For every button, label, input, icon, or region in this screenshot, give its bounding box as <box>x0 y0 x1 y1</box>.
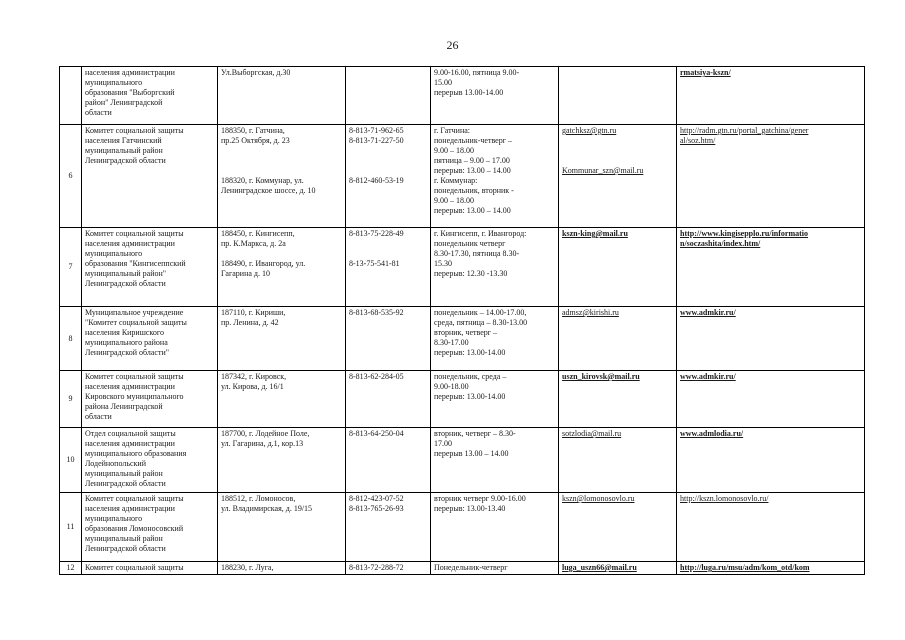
phone-line: 8-813-71-962-65 <box>349 126 404 135</box>
row-number-cell <box>60 562 82 575</box>
website-cell <box>677 428 865 493</box>
name-line: Муниципальное учреждение <box>85 308 184 317</box>
hours-line: перерыв: 13.00-13.40 <box>434 504 506 513</box>
email-line <box>562 146 673 156</box>
row-number-cell <box>60 371 82 428</box>
organization-name-cell <box>82 228 218 307</box>
address-line: Гагарина д. 10 <box>221 269 270 278</box>
website-link[interactable]: n/soczashita/index.htm/ <box>680 239 761 248</box>
website-link[interactable]: http://www.kingisepplo.ru/informatio <box>680 229 809 238</box>
organization-name-cell <box>82 493 218 562</box>
address-cell <box>218 371 346 428</box>
page-number: 26 <box>446 38 459 52</box>
phone-line <box>349 146 427 156</box>
website-link[interactable]: al/soz.htm/ <box>680 136 716 145</box>
email-cell <box>559 67 677 125</box>
name-line: образования "Кингисеппский <box>85 259 186 268</box>
hours-line: 15.00 <box>434 78 452 87</box>
phone-line: 8-813-75-228-49 <box>349 229 404 238</box>
email-cell <box>559 562 677 575</box>
name-line: населения администрации <box>85 239 175 248</box>
row-number: 7 <box>68 262 73 271</box>
name-line: Ленинградской области" <box>85 348 169 357</box>
name-line: Комитет социальной защиты <box>85 229 184 238</box>
name-line: муниципальный район <box>85 469 163 478</box>
email-cell <box>559 125 677 228</box>
website-link[interactable]: www.admkir.ru/ <box>680 372 736 381</box>
website-link[interactable]: http://radm.gtn.ru/portal_gatchina/gener <box>680 126 809 135</box>
hours-line: перерыв 13.00-14.00 <box>434 88 504 97</box>
table-row <box>60 562 865 575</box>
table-body <box>60 67 865 575</box>
working-hours-cell <box>431 67 559 125</box>
hours-line: 8.30-17.30, пятница 8.30- <box>434 249 520 258</box>
phone-cell <box>346 67 431 125</box>
address-line <box>221 166 342 176</box>
phone-line <box>349 249 427 259</box>
phone-line: 8-813-68-535-92 <box>349 308 404 317</box>
name-line: населения администрации <box>85 504 175 513</box>
address-line: 187342, г. Кировск, <box>221 372 287 381</box>
row-number: 11 <box>66 522 75 531</box>
email-link[interactable]: Kommunar_szn@mail.ru <box>562 166 644 175</box>
address-line: пр. К.Маркса, д. 2а <box>221 239 286 248</box>
hours-line: перерыв: 13.00-14.00 <box>434 392 506 401</box>
working-hours-cell <box>431 428 559 493</box>
website-link[interactable]: www.admlodia.ru/ <box>680 429 744 438</box>
organization-name-cell <box>82 307 218 371</box>
website-cell <box>677 371 865 428</box>
name-line: населения Гатчинский <box>85 136 162 145</box>
row-number: 8 <box>68 333 73 343</box>
email-cell <box>559 228 677 307</box>
address-line: 188450, г. Кингисепп, <box>221 229 295 238</box>
hours-line: 9.00-16.00, пятница 9.00- <box>434 68 520 77</box>
name-line: населения администрации <box>85 68 175 77</box>
working-hours-cell <box>431 493 559 562</box>
hours-line: пятница – 9.00 – 17.00 <box>434 156 510 165</box>
website-cell <box>677 67 865 125</box>
name-line: населения администрации <box>85 439 175 448</box>
address-line: 188230, г. Луга, <box>221 563 274 572</box>
row-number-cell <box>60 125 82 228</box>
website-cell <box>677 562 865 575</box>
table-row <box>60 67 865 125</box>
email-cell <box>559 371 677 428</box>
table-row <box>60 428 865 493</box>
address-line: пр.25 Октября, д. 23 <box>221 136 290 145</box>
name-line: населения администрации <box>85 382 175 391</box>
hours-line: 9.00-18.00 <box>434 382 469 391</box>
row-number-cell <box>60 228 82 307</box>
name-line: Кировского муниципального <box>85 392 184 401</box>
address-cell <box>218 228 346 307</box>
hours-line: 17.00 <box>434 439 452 448</box>
phone-cell <box>346 228 431 307</box>
website-link[interactable]: rmatsiya-kszn/ <box>680 68 731 77</box>
table-row <box>60 228 865 307</box>
phone-line: 8-813-72-288-72 <box>349 563 404 572</box>
address-line <box>221 156 342 166</box>
working-hours-cell <box>431 125 559 228</box>
hours-line: вторник, четверг – 8.30- <box>434 429 516 438</box>
phone-cell <box>346 371 431 428</box>
name-line: Отдел социальной защиты <box>85 429 176 438</box>
hours-line: понедельник-четверг – <box>434 136 513 145</box>
phone-cell <box>346 125 431 228</box>
row-number: 9 <box>68 394 73 403</box>
name-line: образования Ломоносовский <box>85 524 184 533</box>
address-cell <box>218 67 346 125</box>
address-line: ул. Владимирская, д. 19/15 <box>221 504 313 513</box>
address-line: ул. Кирова, д. 16/1 <box>221 382 284 391</box>
email-link[interactable]: admsz@kirishi.ru <box>562 308 619 317</box>
address-line: 187110, г. Кириши, <box>221 308 286 317</box>
name-line: Ленинградской области <box>85 156 166 165</box>
website-cell <box>677 125 865 228</box>
organization-name-cell <box>82 562 218 575</box>
hours-line: 15.30 <box>434 259 452 268</box>
name-line: муниципальный район <box>85 146 163 155</box>
hours-line: перерыв: 12.30 -13.30 <box>434 269 508 278</box>
name-line: населения Киришского <box>85 328 164 337</box>
phone-line: 8-812-423-07-52 <box>349 494 404 503</box>
name-line: муниципального <box>85 78 143 87</box>
organization-name-cell <box>82 125 218 228</box>
hours-line: понедельник – 14.00-17.00, <box>434 308 527 317</box>
name-line: Комитет социальной защиты <box>85 126 184 135</box>
phone-line: 8-813-62-284-05 <box>349 372 404 381</box>
address-line: 188320, г. Коммунар, ул. <box>221 176 304 185</box>
row-number: 12 <box>66 563 75 572</box>
hours-line: 9.00 – 18.00 <box>434 196 474 205</box>
address-cell <box>218 125 346 228</box>
social-protection-table <box>59 66 865 575</box>
hours-line: г. Кингисепп, г. Ивангород: <box>434 229 527 238</box>
hours-line: понедельник, вторник - <box>434 186 514 195</box>
hours-line: вторник, четверг – <box>434 328 498 337</box>
working-hours-cell <box>431 562 559 575</box>
address-line <box>221 249 342 259</box>
address-line: 188490, г. Ивангород, ул. <box>221 259 306 268</box>
address-line: 187700, г. Лодейное Поле, <box>221 429 310 438</box>
phone-line <box>349 156 427 166</box>
name-line: Комитет социальной защиты <box>85 563 184 572</box>
email-link[interactable]: uszn_kirovsk@mail.ru <box>562 372 640 381</box>
name-line: муниципальный район" <box>85 269 167 278</box>
row-number-cell <box>60 307 82 371</box>
hours-line: перерыв 13.00 – 14.00 <box>434 449 509 458</box>
website-link[interactable]: http://kszn.lomonosovlo.ru/ <box>680 494 769 503</box>
row-number: 10 <box>66 455 75 464</box>
hours-line: среда, пятница – 8.30-13.00 <box>434 318 528 327</box>
name-line: области <box>85 412 112 421</box>
name-line: муниципальный район <box>85 534 163 543</box>
address-line: 188350, г. Гатчина, <box>221 126 285 135</box>
hours-line: 9.00 – 18.00 <box>434 146 474 155</box>
phone-line: 8-813-71-227-50 <box>349 136 404 145</box>
phone-line: 8-812-460-53-19 <box>349 176 404 185</box>
working-hours-cell <box>431 371 559 428</box>
hours-line: г. Гатчина: <box>434 126 471 135</box>
website-cell <box>677 228 865 307</box>
table-row <box>60 493 865 562</box>
email-cell <box>559 307 677 371</box>
row-number-cell <box>60 67 82 125</box>
working-hours-cell <box>431 228 559 307</box>
organization-name-cell <box>82 67 218 125</box>
phone-line: 8-13-75-541-81 <box>349 259 400 268</box>
row-number-cell <box>60 493 82 562</box>
name-line: Лодейнопольский <box>85 459 146 468</box>
email-cell <box>559 428 677 493</box>
address-line <box>221 146 342 156</box>
hours-line: перерыв: 13.00 – 14.00 <box>434 206 511 215</box>
organization-name-cell <box>82 428 218 493</box>
name-line: муниципального образования <box>85 449 187 458</box>
organization-name-cell <box>82 371 218 428</box>
name-line: муниципального <box>85 249 143 258</box>
name-line: район" Ленинградской <box>85 98 163 107</box>
hours-line: перерыв: 13.00-14.00 <box>434 348 506 357</box>
name-line: Ленинградской области <box>85 279 166 288</box>
name-line: Ленинградской области <box>85 544 166 553</box>
address-cell <box>218 307 346 371</box>
table-row <box>60 307 865 371</box>
name-line: района Ленинградской <box>85 402 163 411</box>
row-number-cell <box>60 428 82 493</box>
hours-line: 8.30-17.00 <box>434 338 469 347</box>
phone-line <box>349 166 427 176</box>
phone-cell <box>346 562 431 575</box>
website-link[interactable]: http://luga.ru/msu/adm/kom_otd/kom <box>680 563 810 572</box>
email-line <box>562 136 673 146</box>
address-line: Ул.Выборгская, д.30 <box>221 68 291 77</box>
name-line: муниципального <box>85 514 143 523</box>
hours-line: Понедельник-четверг <box>434 563 508 572</box>
email-line <box>562 156 673 166</box>
phone-line <box>349 239 427 249</box>
row-number: 6 <box>68 171 73 180</box>
phone-cell <box>346 307 431 371</box>
email-link[interactable]: luga_uszn66@mail.ru <box>562 563 637 572</box>
table-row <box>60 125 865 228</box>
address-line: 188512, г. Ломоносов, <box>221 494 296 503</box>
hours-line: перерыв: 13.00 – 14.00 <box>434 166 511 175</box>
email-cell <box>559 493 677 562</box>
hours-line: понедельник, среда – <box>434 372 507 381</box>
website-link[interactable]: www.admkir.ru/ <box>680 308 736 317</box>
name-line: муниципального района <box>85 338 168 347</box>
name-line: Ленинградской области <box>85 479 166 488</box>
phone-line: 8-813-64-250-04 <box>349 429 404 438</box>
address-cell <box>218 562 346 575</box>
email-link[interactable]: kszn-king@mail.ru <box>562 229 628 238</box>
phone-line: 8-813-765-26-93 <box>349 504 404 513</box>
address-line: Ленинградское шоссе, д. 10 <box>221 186 316 195</box>
table-row <box>60 371 865 428</box>
name-line: Комитет социальной защиты <box>85 494 184 503</box>
phone-cell <box>346 428 431 493</box>
email-link[interactable]: kszn@lomonosovlo.ru <box>562 494 635 503</box>
website-cell <box>677 307 865 371</box>
address-cell <box>218 493 346 562</box>
name-line: образования "Выборгский <box>85 88 175 97</box>
name-line: области <box>85 108 112 117</box>
email-link[interactable]: gatchksz@gtn.ru <box>562 126 617 135</box>
hours-line: г. Коммунар: <box>434 176 478 185</box>
website-cell <box>677 493 865 562</box>
address-line: пр. Ленина, д. 42 <box>221 318 279 327</box>
address-line: ул. Гагарина, д.1, кор.13 <box>221 439 304 448</box>
phone-cell <box>346 493 431 562</box>
hours-line: понедельник четверг <box>434 239 506 248</box>
hours-line: вторник четверг 9.00-16.00 <box>434 494 526 503</box>
name-line: Комитет социальной защиты <box>85 372 184 381</box>
address-cell <box>218 428 346 493</box>
name-line: "Комитет социальной защиты <box>85 318 187 327</box>
working-hours-cell <box>431 307 559 371</box>
email-link[interactable]: sotzlodia@mail.ru <box>562 429 622 438</box>
